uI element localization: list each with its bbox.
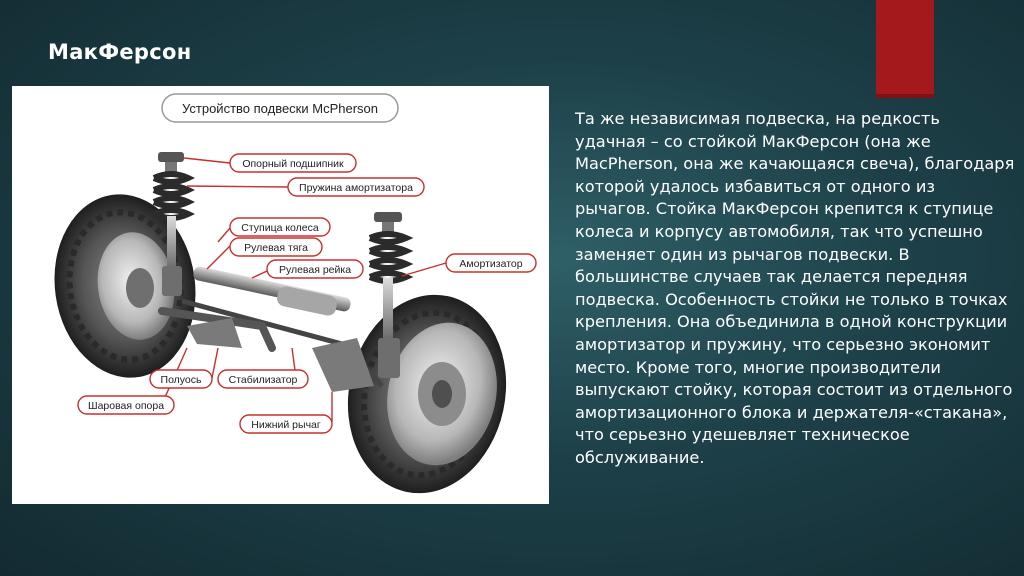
callout-stabilizer (218, 370, 308, 388)
callout-rack (267, 260, 363, 278)
callout-spring (288, 178, 424, 196)
svg-text:Рулевая рейка: Рулевая рейка (278, 264, 352, 276)
diagram-title-box (162, 94, 398, 122)
callout-tie-rod (230, 238, 322, 256)
svg-text:Рулевая тяга: Рулевая тяга (244, 242, 308, 254)
svg-text:Полуось: Полуось (160, 374, 202, 386)
body-text: Та же независимая подвеска, на редкость удачная – со стойкой МакФерсон (она же MacPherson, она же качающаяся свеча), благодаря которой удалось избавиться от одного из рычагов. Стойка МакФерсон крепится к ступице колеса и корпусу автомобиля, так что успешно заменяет один из рычагов подвески. В большинстве случаев так делается передняя подвеска. Особенность стойки не только в точках крепления. Она объединила в одной конструкции амортизатор и пружину, что серьезно экономит место. Кроме того, многие производители выпускают стойку, которая состоит из отдельного амортизационного блока и держателя-«стакана», что серьезно удешевляет техническое обслуживание. (575, 109, 1015, 467)
callout-half-shaft (150, 370, 212, 388)
suspension-diagram (12, 86, 549, 504)
svg-text:Амортизатор: Амортизатор (459, 258, 523, 270)
svg-text:Нижний рычаг: Нижний рычаг (251, 419, 321, 431)
callout-lower-arm (240, 415, 332, 433)
svg-text:Шаровая опора: Шаровая опора (87, 400, 165, 412)
diagram-title: Устройство подвески McPherson (182, 101, 378, 116)
svg-text:Ступица колеса: Ступица колеса (241, 222, 319, 234)
accent-bar (876, 0, 934, 98)
callout-shock (446, 254, 536, 272)
svg-text:Опорный подшипник: Опорный подшипник (242, 158, 344, 170)
callout-hub (230, 218, 330, 236)
callout-bearing (230, 154, 356, 172)
svg-text:Стабилизатор: Стабилизатор (228, 374, 298, 386)
callout-ball-joint (78, 396, 174, 414)
svg-text:Пружина амортизатора: Пружина амортизатора (299, 182, 413, 194)
slide-title: МакФерсон (48, 40, 192, 64)
